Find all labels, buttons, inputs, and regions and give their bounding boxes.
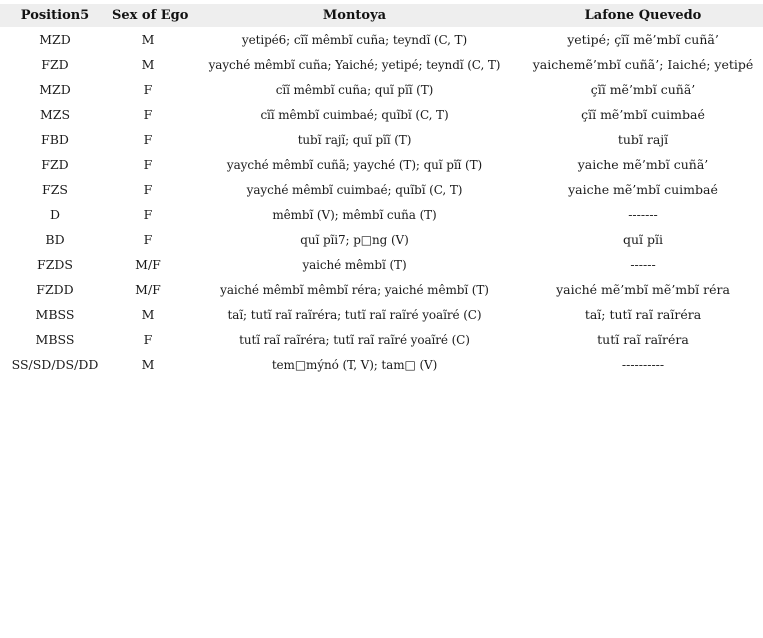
table-row [0,52,763,77]
cell-lafone: çĩĩ mẽ’mbĩ cuñã’ [590,82,696,97]
cell-sex: F [143,232,153,247]
cell-position: BD [45,232,65,247]
table-row [0,252,763,277]
cell-montoya: yaiché mêmbĩ (T) [302,257,407,272]
cell-lafone: yaiché mẽ’mbĩ mẽ’mbĩ réra [556,282,730,297]
cell-position: FZD [41,57,69,72]
cell-lafone: yaichemẽ’mbĩ cuñã’; Iaiché; yetipé [532,57,754,72]
cell-sex: F [143,107,153,122]
cell-montoya: yaiché mêmbĩ mêmbĩ réra; yaiché mêmbĩ (T) [220,282,489,297]
cell-position: MBSS [35,307,75,322]
cell-montoya: taĩ; tutĩ raĩ raĩréra; tutĩ raĩ raĩré yoaĩré (C) [227,307,482,322]
cell-sex: M [141,32,155,47]
cell-lafone: ---------- [621,357,665,372]
cell-sex: M/F [135,282,161,297]
header-sex-of-ego: Sex of Ego [112,8,189,23]
cell-lafone: ------- [628,207,658,222]
table-row [0,27,763,52]
table-row [0,152,763,177]
cell-position: FZS [42,182,68,197]
cell-position: D [49,207,61,222]
table-row [0,302,763,327]
table-row [0,177,763,202]
table-body [0,27,763,377]
cell-sex: F [143,207,153,222]
cell-montoya: tem□mýnó (T, V); tam□ (V) [271,357,438,372]
table-row [0,127,763,152]
table-row [0,102,763,127]
cell-montoya: cĩĩ mêmbĩ cuña; quĩ pĩĩ (T) [275,82,434,97]
cell-position: FZD [41,157,69,172]
cell-lafone: tutĩ raĩ raĩréra [597,332,689,347]
table-row [0,202,763,227]
cell-montoya: tutĩ raĩ raĩréra; tutĩ raĩ raĩré yoaĩré (C) [239,332,470,347]
cell-lafone: quĩ pĩi [622,232,664,247]
table-header-row [0,4,763,27]
cell-sex: F [143,132,153,147]
cell-lafone: yaiche mẽ’mbĩ cuñã’ [577,157,709,172]
cell-position: MZS [39,107,71,122]
cell-lafone: yetipé; çĩĩ mẽ’mbĩ cuñã’ [567,32,719,47]
cell-sex: F [143,157,153,172]
cell-montoya: tubĩ rajĩ; quĩ pĩĩ (T) [297,132,412,147]
cell-sex: F [143,332,153,347]
cell-montoya: yayché mêmbĩ cuimbaé; quĩbĩ (C, T) [246,182,463,197]
header-montoya: Montoya [322,8,387,23]
header-position: Position5 [20,8,90,23]
table-row [0,277,763,302]
cell-sex: M [141,57,155,72]
cell-lafone: çĩĩ mẽ’mbĩ cuimbaé [581,107,705,122]
header-lafone-quevedo: Lafone Quevedo [584,8,702,23]
cell-position: FZDD [36,282,74,297]
cell-montoya: mêmbĩ (V); mêmbĩ cuña (T) [272,207,437,222]
cell-position: FBD [41,132,69,147]
cell-position: FZDS [37,257,73,272]
table-row [0,227,763,252]
cell-montoya: quĩ pĩi7; p□ng (V) [300,232,409,247]
cell-position: MZD [39,82,71,97]
cell-sex: M [141,307,155,322]
table-row [0,352,763,377]
cell-sex: F [143,182,153,197]
cell-montoya: yetipé6; cĩĩ mêmbĩ cuña; teyndĩ (C, T) [241,32,468,47]
cell-position: SS/SD/DS/DD [11,357,99,372]
cell-lafone: tubĩ rajĩ [617,132,669,147]
table-row [0,77,763,102]
cell-montoya: yayché mêmbĩ cuña; Yaiché; yetipé; teyndĩ (C, T) [208,57,501,72]
kinship-terms-table [0,4,763,377]
table-row [0,327,763,352]
cell-montoya: cĩĩ mêmbĩ cuimbaé; quĩbĩ (C, T) [260,107,449,122]
cell-sex: M/F [135,257,161,272]
cell-lafone: yaiche mẽ’mbĩ cuimbaé [568,182,718,197]
cell-lafone: ------ [630,257,656,272]
cell-montoya: yayché mêmbĩ cuñã; yayché (T); quĩ pĩĩ (T) [226,157,483,172]
cell-sex: F [143,82,153,97]
cell-position: MZD [39,32,71,47]
cell-lafone: taĩ; tutĩ raĩ raĩréra [584,307,702,322]
cell-sex: M [141,357,155,372]
cell-position: MBSS [35,332,75,347]
